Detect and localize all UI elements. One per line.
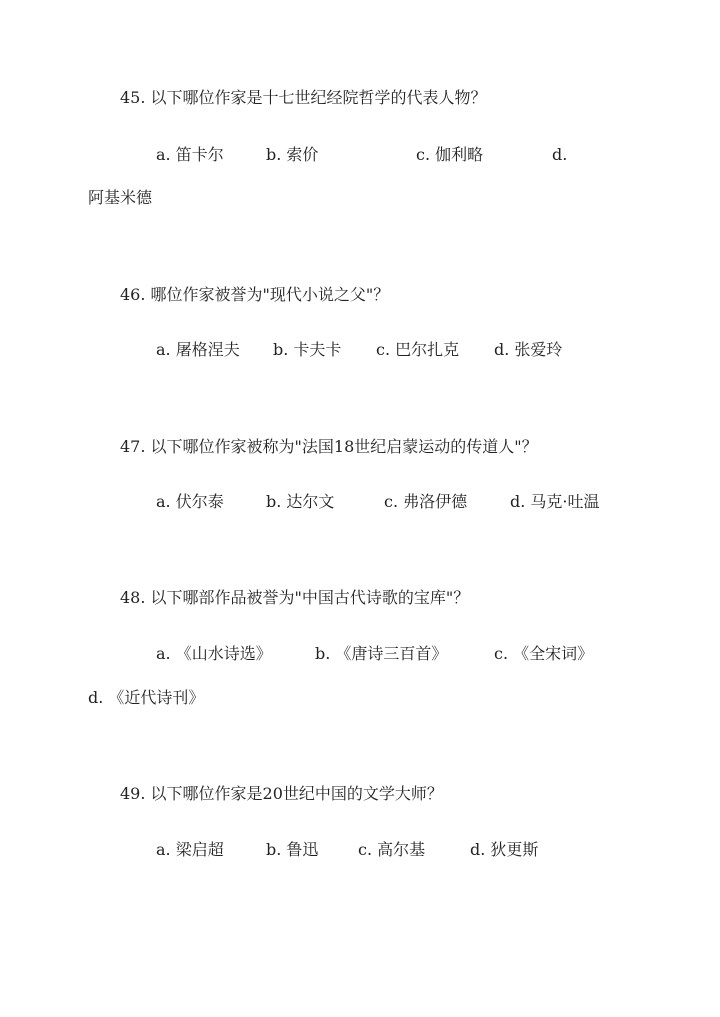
option-d-wrapped: d. 《近代诗刊》 [88,688,205,707]
option-a: a. 《山水诗选》 [156,644,272,663]
option-c: c. 巴尔扎克 [376,340,460,359]
option-b: b. 索价 [266,145,319,164]
option-d: d. 马克·吐温 [510,492,600,511]
option-c: c. 高尔基 [358,840,426,859]
option-a: a. 伏尔泰 [156,492,224,511]
option-c: c. 《全宋词》 [494,644,594,663]
option-d: d. [552,145,568,164]
option-a: a. 笛卡尔 [156,145,224,164]
option-a: a. 梁启超 [156,840,224,859]
option-b: b. 卡夫卡 [273,340,342,359]
option-d: d. 张爱玲 [494,340,563,359]
option-d: d. 狄更斯 [470,840,539,859]
option-b: b. 《唐诗三百首》 [315,644,448,663]
option-d-wrapped-text: 阿基米德 [88,188,153,207]
option-c: c. 伽利略 [416,145,484,164]
option-b: b. 达尔文 [266,492,335,511]
option-a: a. 屠格涅夫 [156,340,240,359]
option-c: c. 弗洛伊德 [384,492,468,511]
question-49: 49. 以下哪位作家是20世纪中国的文学大师？ [120,784,443,803]
option-b: b. 鲁迅 [266,840,319,859]
question-45: 45. 以下哪位作家是十七世纪经院哲学的代表人物？ [120,88,487,107]
question-46: 46. 哪位作家被誉为"现代小说之父"？ [120,285,390,304]
question-48: 48. 以下哪部作品被誉为"中国古代诗歌的宝库"？ [120,588,470,607]
question-47: 47. 以下哪位作家被称为"法国18世纪启蒙运动的传道人"？ [120,437,538,456]
